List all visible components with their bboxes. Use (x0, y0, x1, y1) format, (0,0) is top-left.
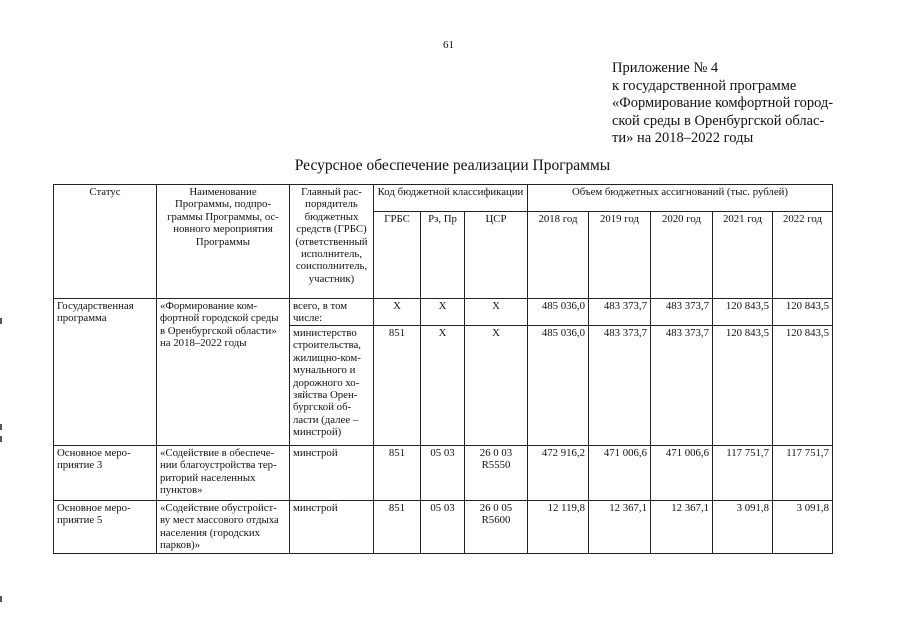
cell-status: Государственная программа (54, 299, 157, 446)
cell-amount: 120 843,5 (713, 326, 773, 446)
scan-edge-mark (0, 596, 2, 602)
cell-amount: 3 091,8 (713, 501, 773, 554)
cell-rzpr: Х (421, 326, 465, 446)
cell-amount: 3 091,8 (773, 501, 833, 554)
cell-csr: Х (465, 299, 528, 326)
cell-amount: 485 036,0 (528, 299, 589, 326)
appendix-line: ти» на 2018–2022 годы (612, 130, 754, 146)
header-year: 2020 год (651, 212, 713, 299)
cell-amount: 117 751,7 (713, 446, 773, 501)
document-title: Ресурсное обеспечение реализации Программы (294, 157, 611, 174)
appendix-line: ской среды в Оренбургской облас- (612, 112, 825, 129)
header-year: 2021 год (713, 212, 773, 299)
cell-csr: 26 0 05 R5600 (465, 501, 528, 554)
header-name: Наименование Программы, подпро-граммы Программы, ос-новного мероприятия Программы (157, 185, 290, 299)
cell-grbs: 851 (374, 326, 421, 446)
appendix-line: «Формирование комфортной город- (612, 95, 834, 111)
cell-gr: министерство строительства, жилищно-ком-мунального и дорожного хо-зяйства Орен-бургской об-ласти (далее – минстрой) (290, 326, 374, 446)
header-rzpr: Рз, Пр (421, 212, 465, 299)
cell-csr: Х (465, 326, 528, 446)
cell-name: «Содействие в обеспече-нии благоустройства тер-риторий населенных пунктов» (157, 446, 290, 501)
page-number: 61 (443, 39, 454, 51)
scan-edge-mark (0, 424, 2, 430)
cell-amount: 12 367,1 (651, 501, 713, 554)
cell-name: «Содействие обустройст-ву мест массового отдыха населения (городских парков)» (157, 501, 290, 554)
cell-status: Основное меро-приятие 3 (54, 446, 157, 501)
cell-gr: минстрой (290, 501, 374, 554)
header-amount-group: Объем бюджетных ассигнований (тыс. рублей) (528, 185, 833, 212)
cell-amount: 120 843,5 (773, 299, 833, 326)
cell-amount: 12 367,1 (589, 501, 651, 554)
cell-grbs: 851 (374, 501, 421, 554)
table-row (54, 446, 833, 501)
header-code-group: Код бюджетной классификации (374, 185, 528, 212)
cell-status: Основное меро-приятие 5 (54, 501, 157, 554)
cell-rzpr: 05 03 (421, 446, 465, 501)
cell-gr: минстрой (290, 446, 374, 501)
cell-amount: 471 006,6 (651, 446, 713, 501)
header-csr: ЦСР (465, 212, 528, 299)
cell-amount: 483 373,7 (651, 299, 713, 326)
cell-amount: 483 373,7 (651, 326, 713, 446)
appendix-line: Приложение № 4 (612, 60, 719, 76)
cell-rzpr: 05 03 (421, 501, 465, 554)
resource-table (53, 184, 833, 554)
scan-edge-mark (0, 318, 2, 324)
header-year: 2019 год (589, 212, 651, 299)
table-row (54, 299, 833, 326)
header-year: 2018 год (528, 212, 589, 299)
cell-name: «Формирование ком-фортной городской среды в Оренбургской области» на 2018–2022 годы (157, 299, 290, 446)
cell-amount: 483 373,7 (589, 326, 651, 446)
cell-amount: 485 036,0 (528, 326, 589, 446)
table-row (54, 501, 833, 554)
cell-gr: всего, в том числе: (290, 299, 374, 326)
cell-amount: 483 373,7 (589, 299, 651, 326)
cell-rzpr: Х (421, 299, 465, 326)
header-grbs: ГРБС (374, 212, 421, 299)
cell-grbs: Х (374, 299, 421, 326)
cell-csr: 26 0 03 R5550 (465, 446, 528, 501)
header-year: 2022 год (773, 212, 833, 299)
cell-amount: 117 751,7 (773, 446, 833, 501)
cell-amount: 12 119,8 (528, 501, 589, 554)
header-grbs-owner: Главный рас-порядитель бюджетных средств (ГРБС) (ответственный исполнитель, соисполнитель, участник) (290, 185, 374, 299)
cell-amount: 120 843,5 (713, 299, 773, 326)
header-status: Статус (54, 185, 157, 299)
cell-grbs: 851 (374, 446, 421, 501)
appendix-header (612, 60, 852, 148)
cell-amount: 472 916,2 (528, 446, 589, 501)
appendix-line: к государственной программе (612, 77, 797, 94)
scan-edge-mark (0, 436, 2, 442)
cell-amount: 471 006,6 (589, 446, 651, 501)
cell-amount: 120 843,5 (773, 326, 833, 446)
